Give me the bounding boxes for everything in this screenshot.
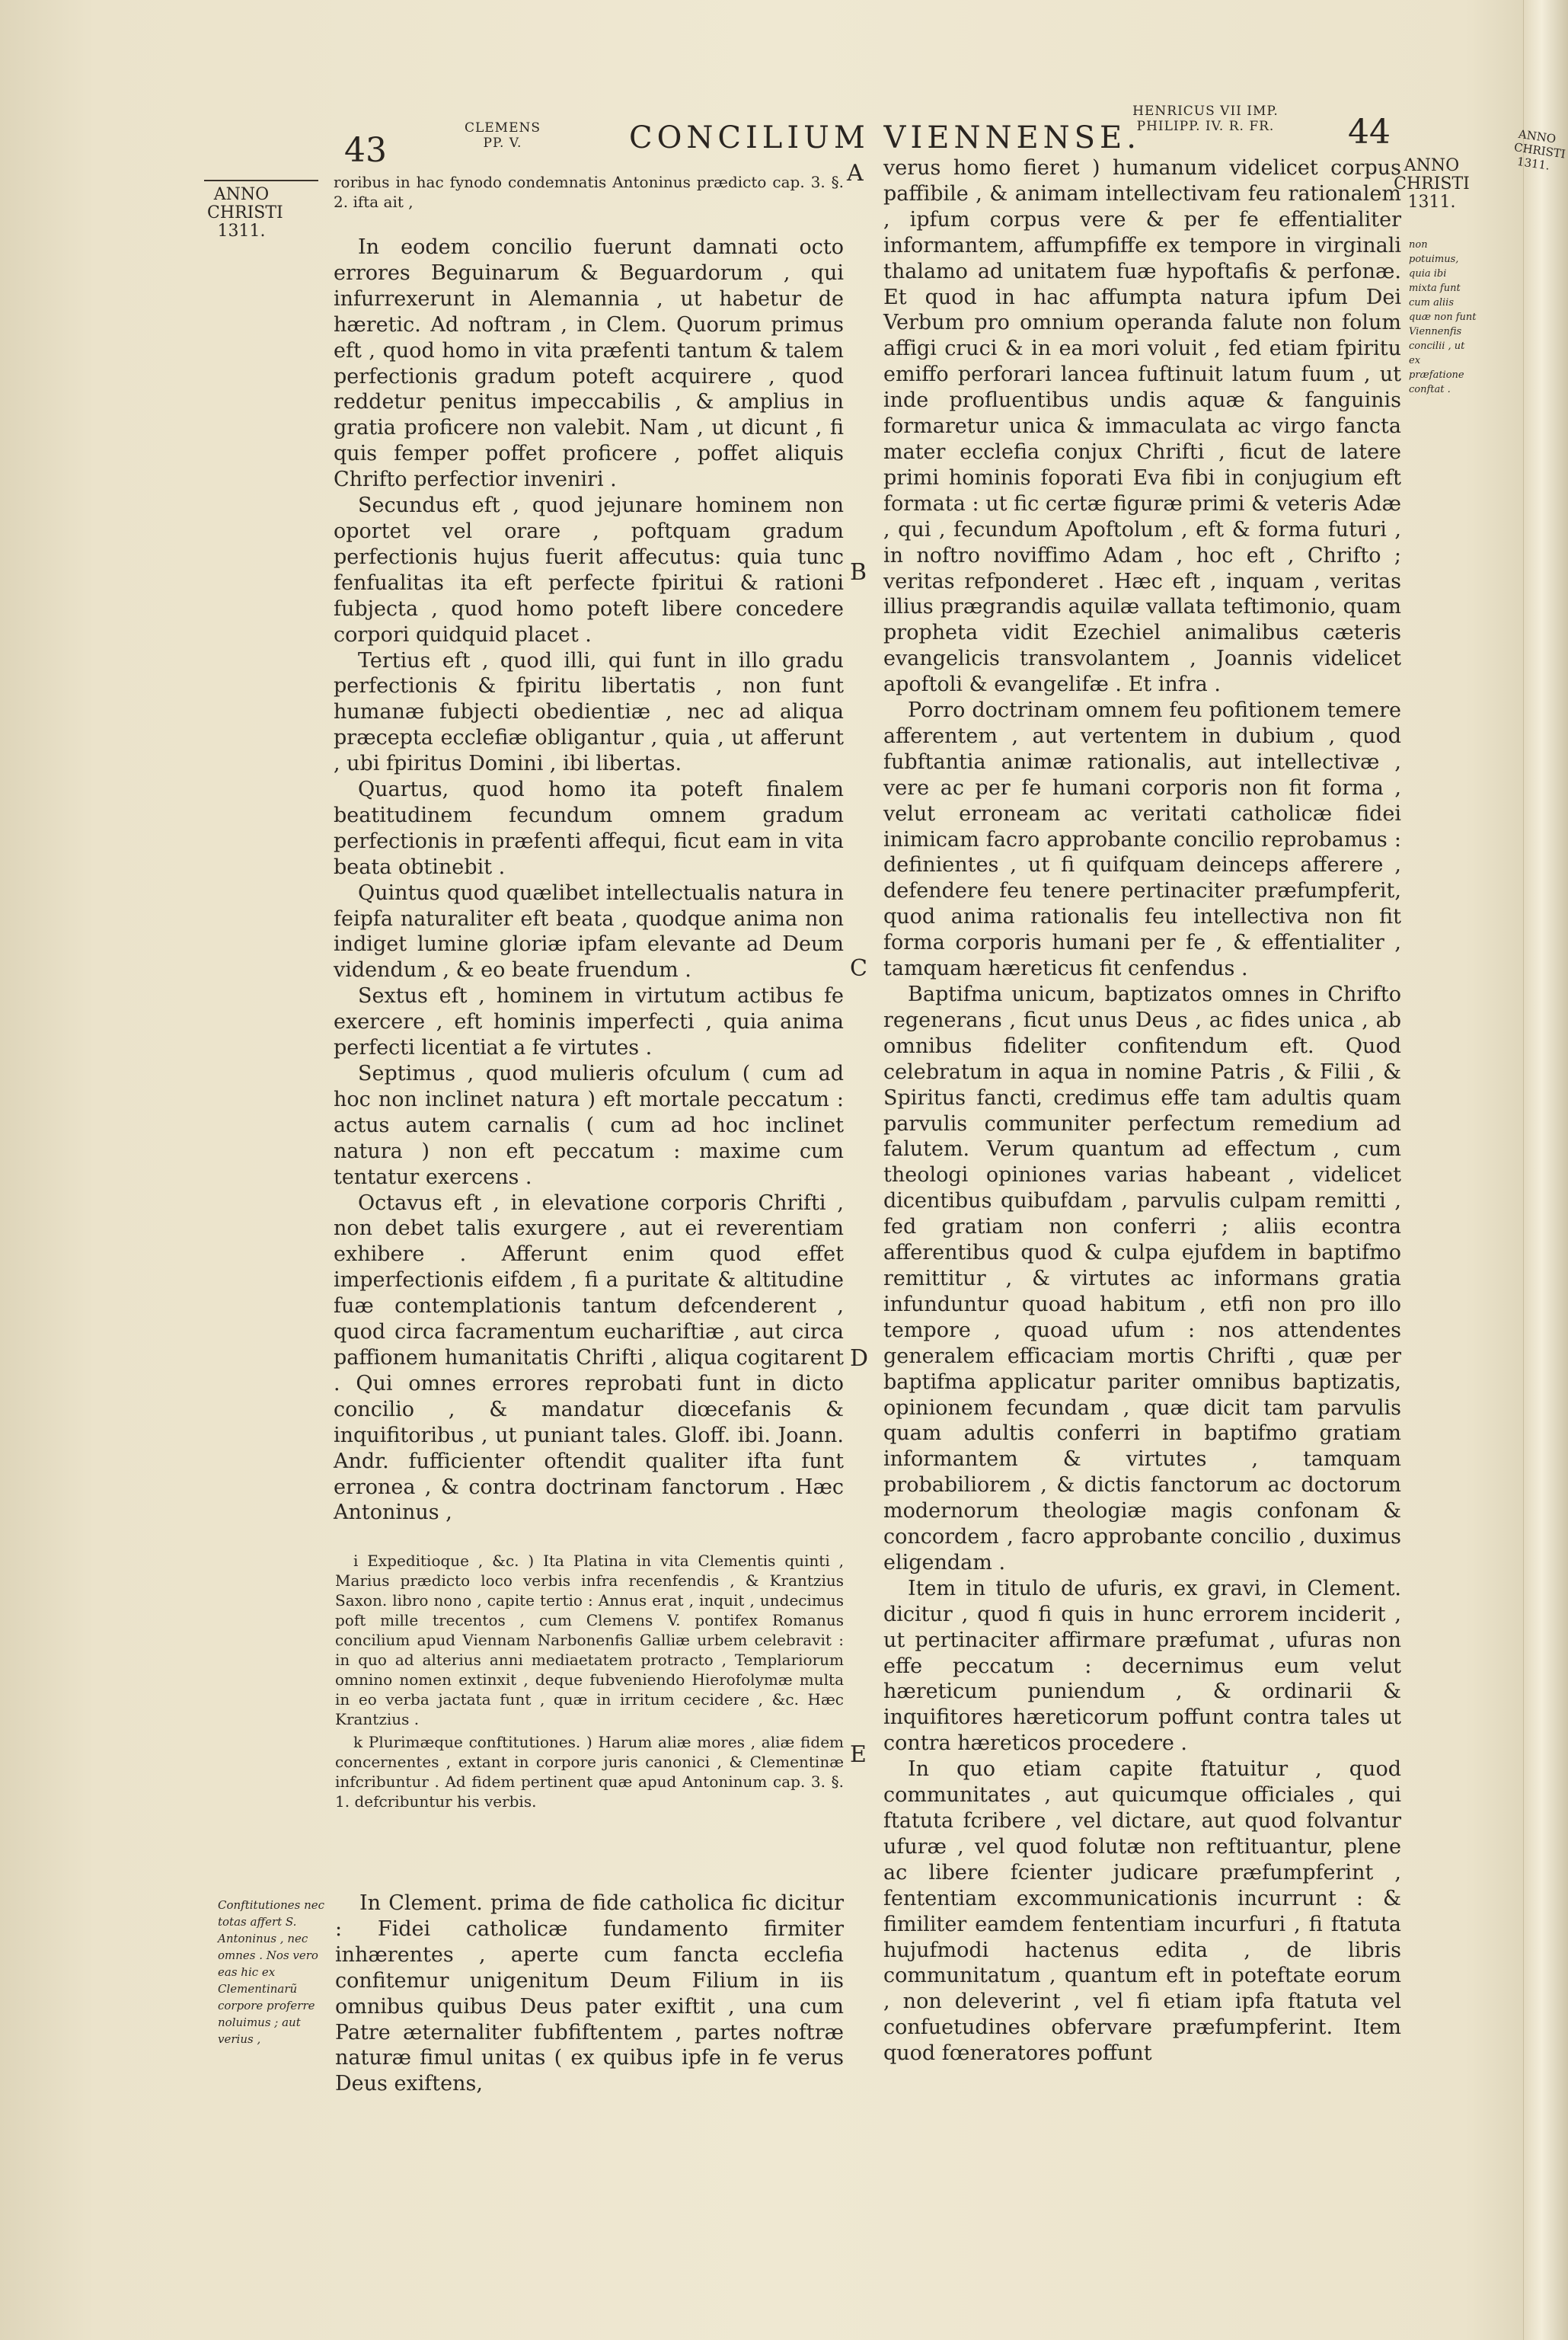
footnotes bbox=[335, 1551, 844, 1814]
right-column bbox=[883, 155, 1401, 2067]
left-column-lower bbox=[335, 1891, 844, 2097]
section-letter-b: B bbox=[850, 559, 867, 586]
section-letter-e: E bbox=[850, 1741, 867, 1768]
paragraph: verus homo fieret ) humanum videlicet corpus paffibile , & animam intellectivam feu rationalem , ipfum corpus vere & per fe effentialiter informantem, affumpfiffe ex tempore in virginali thalamo ad unitatem fuæ hypoftafis & perfonæ. Et quod in hac affumpta natura ipfum Dei Verbum pro omnium operanda falute non folum affigi cruci & in ea mori voluit , fed etiam fpiritu emiffo perforari lancea fuftinuit latum fuum , ut inde profluentibus undis aquæ & fanguinis formaretur unica & immaculata ac virgo fancta mater ecclefia conjux Chrifti , ficut de latere primi hominis foporati Eva fibi in conjugium eft formata : ut fic certæ figuræ primi & veteris Adæ , qui , fecundum Apoftolum , eft & forma futuri , in noftro noviffimo Adam , hoc eft , Chrifto ; veritas refponderet . Hæc eft , inquam , veritas illius prægrandis aquilæ vallata teftimonio, quam propheta vidit Ezechiel animalibus cæteris evangelicis transvolantem , Joannis videlicet apoftoli & evangelifæ . Et infra . bbox=[883, 156, 1401, 697]
paragraph: Porro doctrinam omnem feu pofitionem temere afferentem , aut vertentem in dubium , quod fubftantia animæ rationalis, aut intellectivæ , vere ac per fe humani corporis non fit forma , velut erroneam ac veritati catholicæ fidei inimicam facro approbante concilio reprobamus : definientes , ut fi quifquam deinceps afferere , defendere feu tenere pertinaciter præfumpferit, quod anima rationalis feu intellectiva non fit forma corporis humani per fe , & effentialiter , tamquam hæreticus fit cenfendus . bbox=[883, 698, 1401, 981]
paragraph: In eodem concilio fuerunt damnati octo errores Beguinarum & Beguardorum , qui infurrexerunt in Alemannia , ut habetur de hæretic. Ad noftram , in Clem. Quorum primus eft , quod homo in vita præfenti tantum & talem perfectionis gradum poteft acquirere , quod reddetur penitus impeccabilis , & amplius in gratia proficere non valebit. Nam , ut dicunt , fi quis femper poffet proficere , poffet aliquis Chrifto perfectior inveniri . bbox=[334, 235, 844, 492]
paragraph: In quo etiam capite ftatuitur , quod communitates , aut quicumque officiales , qui ftatuta fcribere , vel dictare, aut quod folvantur ufuræ , vel quod folutæ non reftituantur, plene ac libere fcienter judicare præfumpferint , fententiam excommunicationis incurrunt : & fimiliter eamdem fententiam incurfuri , fi ftatuta hujufmodi hactenus edita , de libris communitatum , quantum eft in poteftate eorum , non deleverint , vel fi etiam ipfa ftatuta vel confuetudines obfervare præfumpferint. Item quod fœneratores poffunt bbox=[883, 1757, 1401, 2066]
left-margin-note: Conftitutiones nec totas affert S. Antoninus , nec omnes . Nos vero eas hic ex Clementinarũ corpore proferre noluimus ; aut verius , bbox=[218, 1898, 325, 2046]
running-head-right: HENRICUS VII IMP. PHILIPP. IV. R. FR. bbox=[1132, 104, 1279, 134]
anno-right: ANNO CHRISTI 1311. bbox=[1394, 156, 1470, 212]
paragraph: Quartus, quod homo ita poteft finalem beatitudinem fecundum omnem gradum perfectionis in præfenti affequi, ficut eam in vita beata obtinebit . bbox=[334, 778, 844, 879]
left-column bbox=[334, 172, 844, 1526]
section-letter-c: C bbox=[850, 955, 867, 982]
next-page-edge bbox=[1523, 0, 1568, 2340]
section-letter-a: A bbox=[847, 160, 864, 187]
paragraph: Octavus eft , in elevatione corporis Chrifti , non debet talis exurgere , aut ei reverentiam exhibere . Afferunt enim quod effet imperfectionis eifdem , fi a puritate & altitudine fuæ contemplationis tantum defcenderent , quod circa facramentum euchariftiæ , aut circa paffionem humanitatis Chrifti , aliqua cogitarent . Qui omnes errores reprobati funt in dicto concilio , & mandatur diœcefanis & inquifitoribus , ut puniant tales. Gloff. ibi. Joann. Andr. fufficienter oftendit qualiter ifta funt erronea , & contra doctrinam fanctorum . Hæc Antoninus , bbox=[334, 1191, 844, 1525]
section-letter-d: D bbox=[850, 1345, 869, 1372]
paragraph: Septimus , quod mulieris ofculum ( cum ad hoc non inclinet natura ) eft mortale peccatum : actus autem carnalis ( cum ad hoc inclinet natura ) non eft peccatum : maxime cum tentatur exercens . bbox=[334, 1062, 844, 1189]
right-margin-note: non potuimus, quia ibi mixta funt cum aliis quæ non funt Viennenfis concilii , ut ex præfatione conftat . bbox=[1409, 239, 1477, 395]
anno-edge: ANNO CHRISTI 1311. bbox=[1513, 126, 1566, 173]
left-intro: roribus in hac fynodo condemnatis Antoninus prædicto cap. 3. §. 2. ifta ait , bbox=[334, 173, 844, 211]
anno-left: ANNO CHRISTI 1311. bbox=[207, 185, 283, 241]
paragraph: Quintus quod quælibet intellectualis natura in feipfa naturaliter eft beata , quodque anima non indiget lumine gloriæ ipfam elevante ad Deum videndum , & eo beate fruendum . bbox=[334, 881, 844, 983]
page-number-right: 44 bbox=[1348, 113, 1391, 152]
footnote-k: k Plurimæque conftitutiones. ) Harum aliæ mores , aliæ fidem concernentes , extant in corpore juris canonici , & Clementinæ infcribuntur . Ad fidem pertinent quæ apud Antoninum cap. 3. §. 1. defcribuntur his verbis. bbox=[335, 1733, 844, 1811]
header-rule bbox=[204, 180, 318, 181]
paragraph: Item in titulo de ufuris, ex gravi, in Clement. dicitur , quod fi quis in hunc errorem inciderit , ut pertinaciter affirmare præfumat , ufuras non effe peccatum : decernimus eum velut hæreticum puniendum , & ordinarii & inquifitores hæreticorum poffunt contra tales ut contra hæreticos procedere . bbox=[883, 1576, 1401, 1756]
paragraph: Baptifma unicum, baptizatos omnes in Chrifto regenerans , ficut unus Deus , ac fides unica , ab omnibus fideliter confitendum eft. Quod celebratum in aqua in nomine Patris , & Filii , & Spiritus fancti, credimus effe tam adultis quam parvulis communiter perfectum remedium ad falutem. Verum quantum ad effectum , cum theologi opiniones varias habeant , videlicet dicentibus quibufdam , parvulis culpam remitti , fed gratiam non conferri ; aliis econtra afferentibus quod & culpa ejufdem in baptifmo remittitur , & virtutes ac informans gratia infunduntur quoad habitum , etfi non pro illo tempore , quoad ufum : nos attendentes generalem efficaciam mortis Chrifti , quæ per baptifma applicatur pariter omnibus baptizatis, opinionem fecundam , quæ dicit tam parvulis quam adultis conferri in baptifmo gratiam informantem & virtutes , tamquam probabiliorem , & dictis fanctorum ac doctorum modernorum theologiæ magis confonam & concordem , facro approbante concilio , duximus eligendam . bbox=[883, 983, 1401, 1574]
page-title: CONCILIUM VIENNENSE. bbox=[629, 120, 1141, 155]
paragraph: Sextus eft , hominem in virtutum actibus fe exercere , eft hominis imperfecti , quia anima perfecti licentiat a fe virtutes . bbox=[334, 984, 844, 1060]
paragraph: Tertius eft , quod illi, qui funt in illo gradu perfectionis & fpiritu libertatis , non funt humanæ fubjecti obedientiæ , nec ad aliqua præcepta ecclefiæ obligantur , quia , ut afferunt , ubi fpiritus Domini , ibi libertas. bbox=[334, 648, 844, 776]
footnote-i: i Expeditioque , &c. ) Ita Platina in vita Clementis quinti , Marius prædicto loco verbis infra recenfendis , & Krantzius Saxon. libro nono , capite tertio : Annus erat , inquit , undecimus poft mille trecentos , cum Clemens V. pontifex Romanus concilium apud Viennam Narbonenfis Galliæ urbem celebravit : in quo ad alterius anni mediaetatem protracto , Templariorum omnino nomen extinxit , deque fubveniendo Hierofolymæ multa in eo verba jactata funt , quæ in irritum cecidere , &c. Hæc Krantzius . bbox=[335, 1552, 844, 1728]
paragraph: In Clement. prima de fide catholica fic dicitur : Fidei catholicæ fundamento firmiter inhærentes , aperte cum fancta ecclefia confitemur unigenitum Deum Filium in iis omnibus quibus Deus pater exiftit , una cum Patre æternaliter fubfiftentem , partes noftræ naturæ fimul unitas ( ex quibus ipfe in fe verus Deus exiftens, bbox=[335, 1891, 844, 2096]
page-number-left: 43 bbox=[344, 131, 387, 170]
running-head-left: CLEMENS PP. V. bbox=[464, 120, 541, 151]
paragraph: Secundus eft , quod jejunare hominem non oportet vel orare , poftquam gradum perfectionis hujus fuerit affecutus: quia tunc fenfualitas ita eft perfecte fpiritui & rationi fubjecta , quod homo poteft libere concedere corpori quidquid placet . bbox=[334, 494, 844, 647]
